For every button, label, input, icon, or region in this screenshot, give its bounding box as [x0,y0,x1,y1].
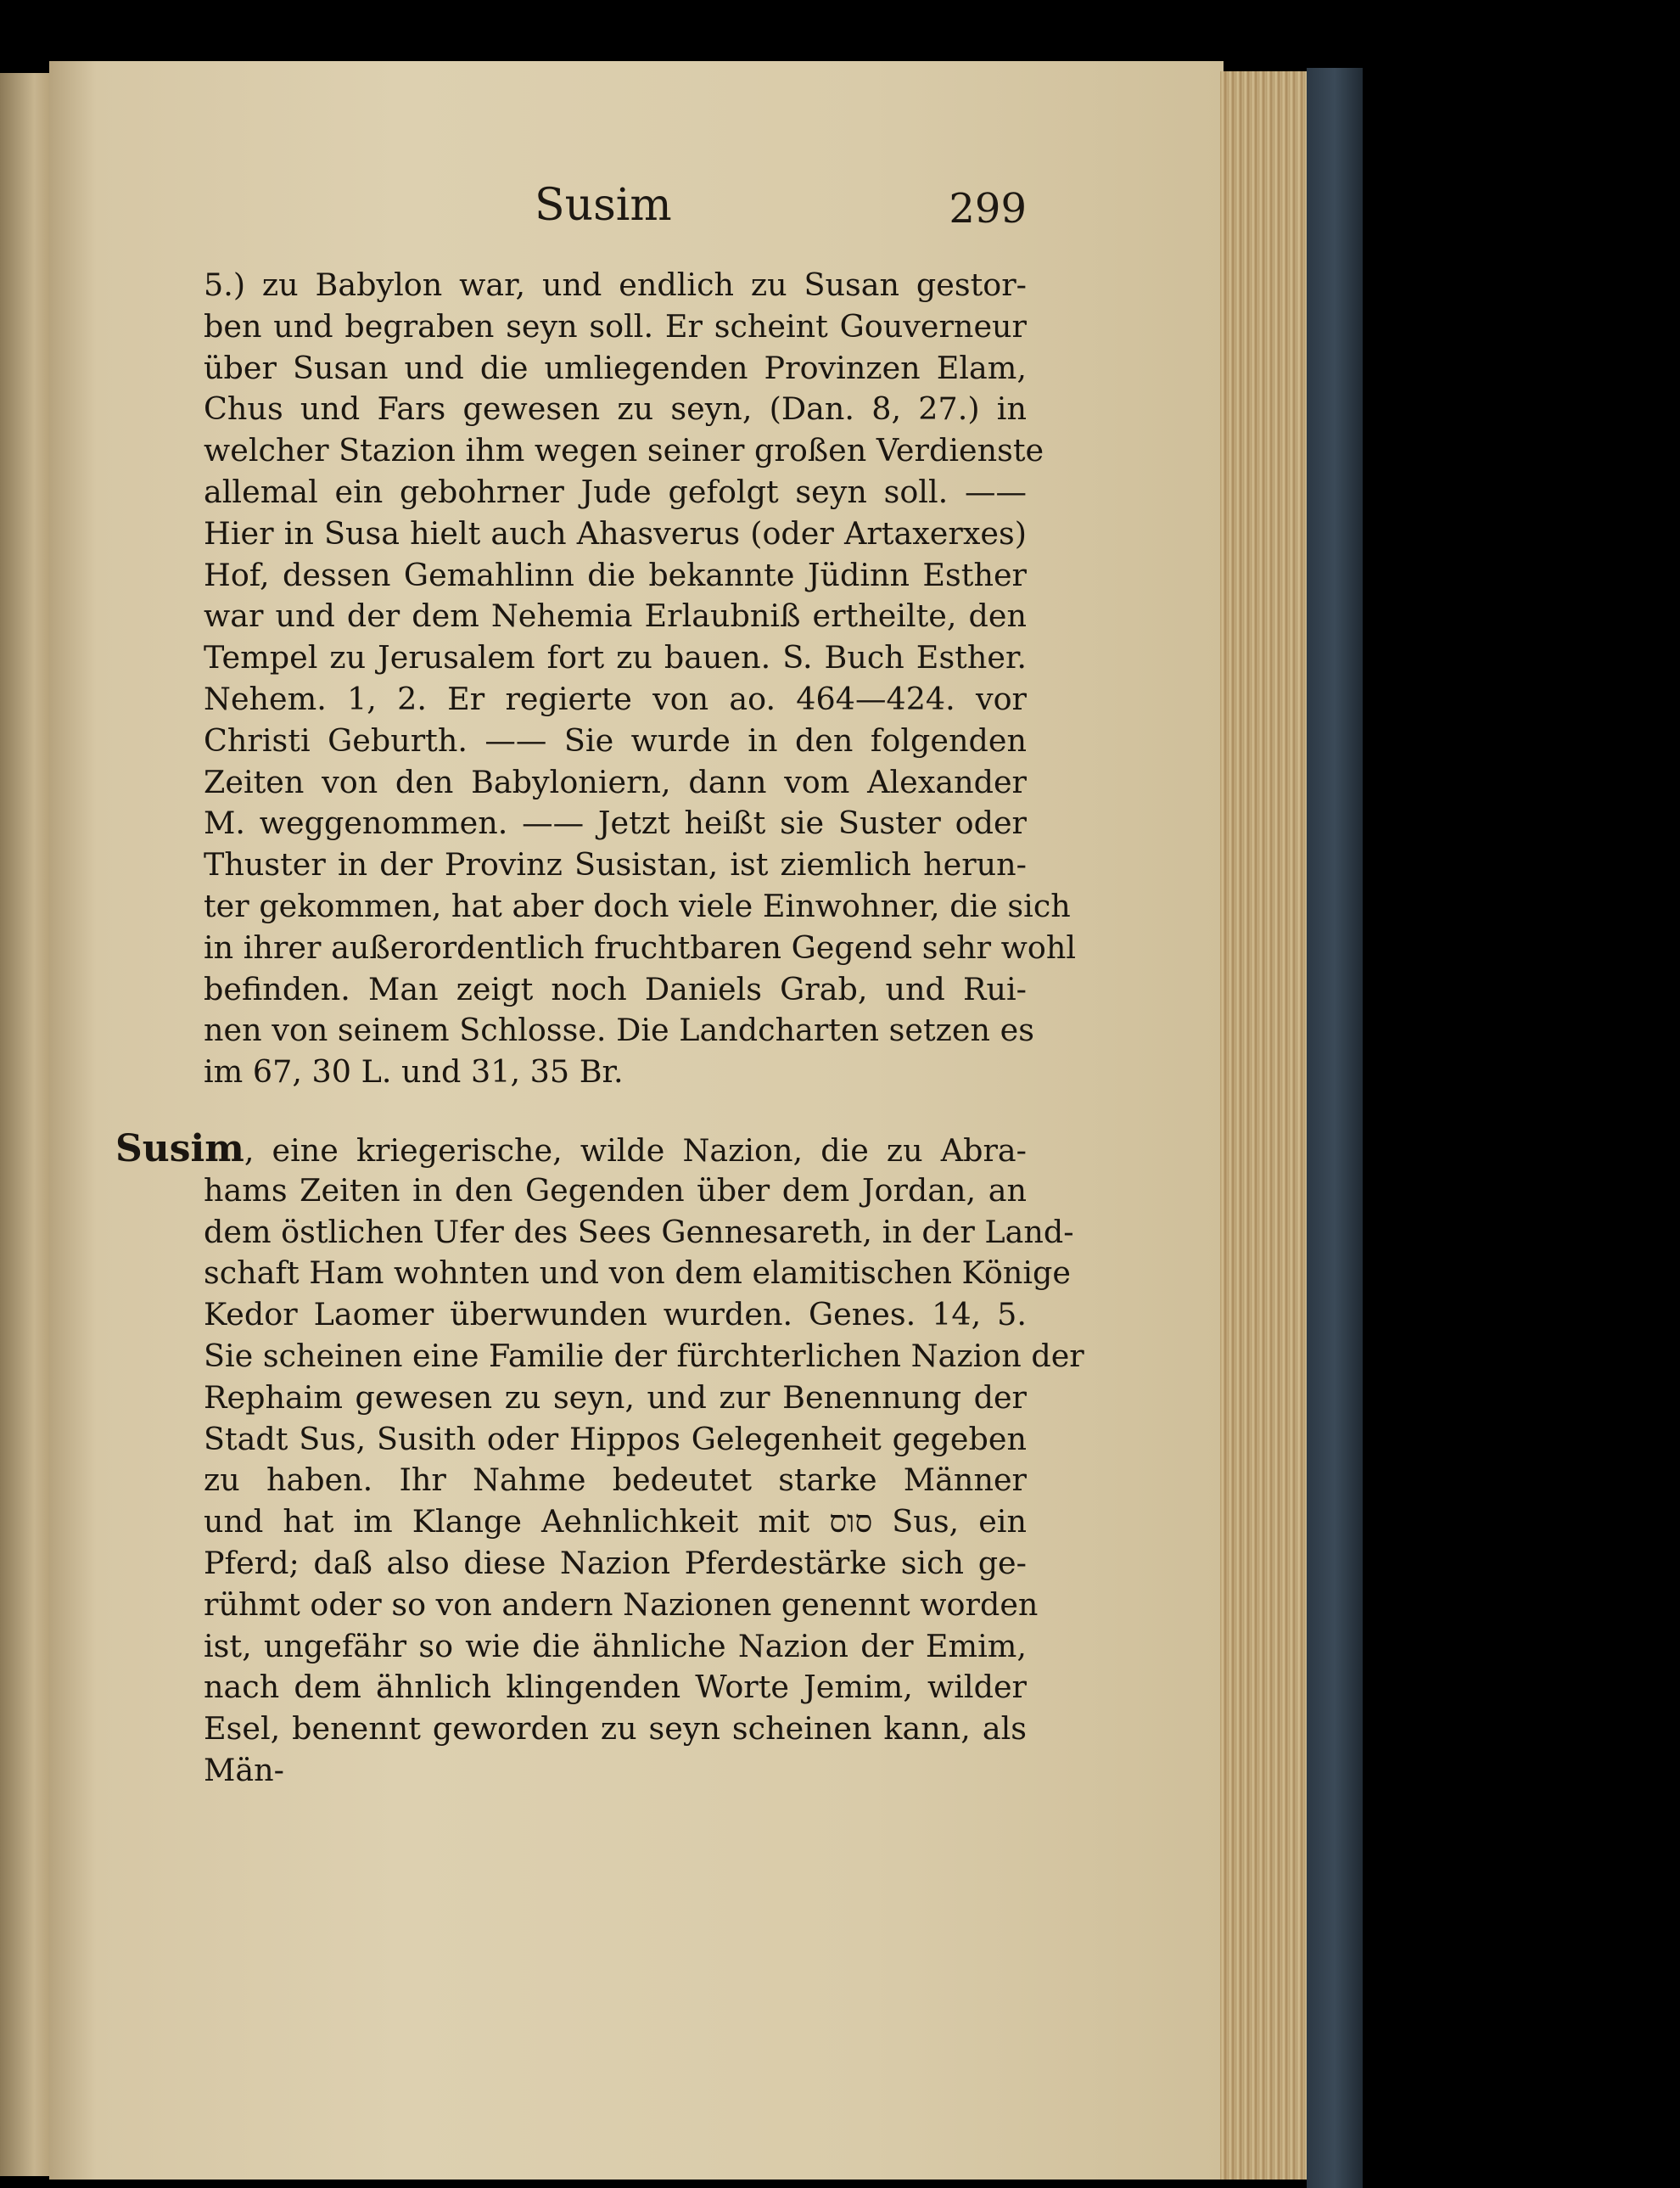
text-line: M. weggenommen. —— Jetzt heißt sie Suster oder [204,805,1027,842]
text-line: dem östlichen Ufer des Sees Gennesareth, in der Land- [204,1213,1074,1250]
text-line: hams Zeiten in den Gegenden über dem Jordan, an [204,1171,1027,1209]
text-line: Stadt Sus, Susith oder Hippos Gelegenheit gegeben [204,1420,1027,1457]
page-number: 299 [949,185,1027,233]
paragraph-continuation [204,265,1077,1093]
text-line: im 67, 30 L. und 31, 35 Br. [204,1053,624,1091]
text-line: Hof, dessen Gemahlinn die bekannte Jüdinn Esther [204,556,1027,593]
text-line: befinden. Man zeigt noch Daniels Grab, und Rui- [204,970,1027,1007]
text-line: Nehem. 1, 2. Er regierte von ao. 464—424. vor [204,680,1027,717]
text-line: Zeiten von den Babyloniern, dann vom Alexander [204,763,1027,800]
text-line: ben und begraben seyn soll. Er scheint Gouverneur [204,307,1027,345]
text-line: Chus und Fars gewesen zu seyn, (Dan. 8, 27.) in [204,390,1027,428]
text-line: zu haben. Ihr Nahme bedeutet starke Männer [204,1461,1027,1499]
page-header [204,180,1027,248]
text-line: über Susan und die umliegenden Provinzen Elam, [204,349,1027,386]
page-fore-edge [1220,71,1312,2180]
text-line: Hier in Susa hielt auch Ahasverus (oder Artaxerxes) [204,514,1027,552]
dictionary-entry [115,1126,1084,1750]
entry-headword: Susim [115,1126,244,1170]
text-line: und hat im Klange Aehnlichkeit mit סוס Sus, ein [204,1503,1027,1540]
body-text [115,265,1084,1792]
text-line: allemal ein gebohrner Jude gefolgt seyn soll. —— [204,473,1027,510]
text-line: war und der dem Nehemia Erlaubniß ertheilte, den [204,597,1027,635]
text-line: Kedor Laomer überwunden wurden. Genes. 14, 5. [204,1296,1027,1333]
text-line: Tempel zu Jerusalem fort zu bauen. S. Buch Esther. [204,639,1027,676]
text-line: Rephaim gewesen zu seyn, und zur Benennung der [204,1378,1027,1416]
text-line: 5.) zu Babylon war, und endlich zu Susan gestor- [204,266,1027,303]
book-cover [1307,68,1363,2188]
text-line: schaft Ham wohnten und von dem elamitischen Könige [204,1254,1071,1292]
left-page-edge [0,73,49,2176]
text-line: welcher Stazion ihm wegen seiner großen Verdienste [204,432,1044,469]
entry-first-line [115,1126,1027,1170]
catchword: Män- [204,1751,284,1788]
text-line: rühmt oder so von andern Nazionen genennt worden [204,1585,1039,1623]
text-line: Sie scheinen eine Familie der fürchterlichen Nazion der [204,1337,1084,1374]
text-line: Christi Geburth. —— Sie wurde in den folgenden [204,721,1027,759]
text-line: ist, ungefähr so wie die ähnliche Nazion der Emim, [204,1627,1027,1664]
text-line: ter gekommen, hat aber doch viele Einwohner, die sich [204,887,1071,924]
text-line: Thuster in der Provinz Susistan, ist ziemlich herun- [204,846,1027,884]
text-line: nen von seinem Schlosse. Die Landcharten setzen es [204,1012,1034,1049]
entry-first-line-text: , eine kriegerische, wilde Nazion, die zu Abra- [244,1131,1027,1169]
text-line: in ihrer außerordentlich fruchtbaren Gegend sehr wohl [204,928,1077,966]
text-line: Pferd; daß also diese Nazion Pferdestärke sich ge- [204,1544,1027,1581]
running-head: Susim [535,180,672,231]
text-line: nach dem ähnlich klingenden Worte Jemim, wilder [204,1669,1027,1706]
text-line: Esel, benennt geworden zu seyn scheinen kann, als [204,1710,1027,1748]
